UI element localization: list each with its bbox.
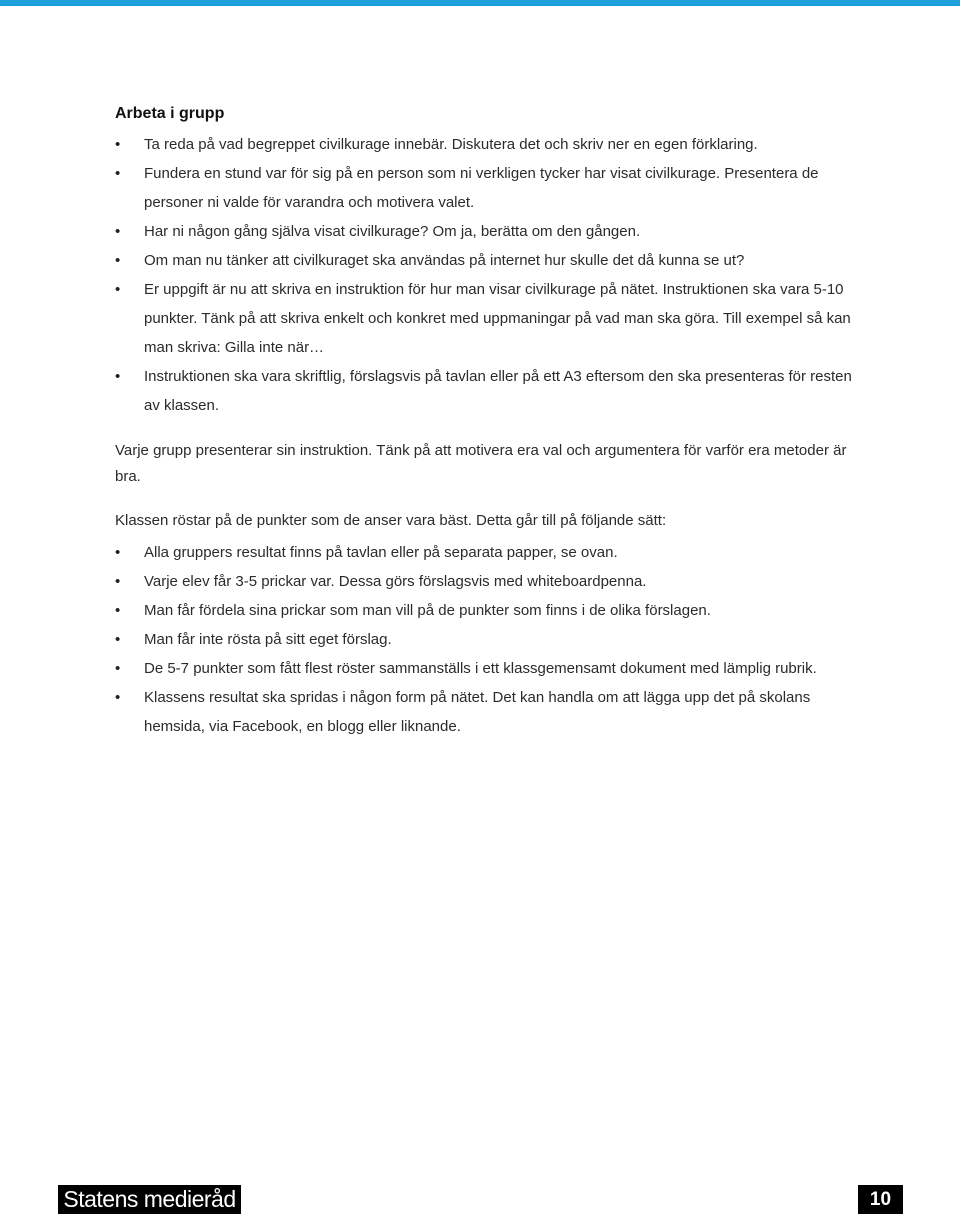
- bullet-icon: •: [115, 689, 121, 706]
- bullet-icon: •: [115, 136, 121, 153]
- list-item: [115, 596, 860, 625]
- list-item-text: Klassens resultat ska spridas i någon form på nätet. Det kan handla om att lägga upp det på skolans hemsida, via Facebook, en blogg eller liknande.: [144, 689, 811, 735]
- bullet-icon: •: [115, 660, 121, 677]
- bullet-icon: •: [115, 573, 121, 590]
- list-item-text: Varje elev får 3-5 prickar var. Dessa görs förslagsvis med whiteboardpenna.: [144, 573, 647, 590]
- list-item: [115, 683, 860, 741]
- bullet-icon: •: [115, 252, 121, 269]
- list-item-text: Instruktionen ska vara skriftlig, förslagsvis på tavlan eller på ett A3 eftersom den ska presenteras för resten av klassen.: [144, 368, 852, 414]
- voting-bullet-list: [115, 538, 860, 741]
- list-item-text: De 5-7 punkter som fått flest röster sammanställs i ett klassgemensamt dokument med lämplig rubrik.: [144, 660, 817, 677]
- list-item-text: Har ni någon gång själva visat civilkurage? Om ja, berätta om den gången.: [144, 223, 641, 240]
- bullet-icon: •: [115, 368, 121, 385]
- bullet-icon: •: [115, 223, 121, 240]
- task-bullet-list: [115, 130, 860, 420]
- list-item: [115, 246, 860, 275]
- bullet-icon: •: [115, 544, 121, 561]
- list-item: [115, 275, 860, 362]
- brand-logo: Statens medieråd: [58, 1185, 241, 1214]
- list-item-text: Ta reda på vad begreppet civilkurage innebär. Diskutera det och skriv ner en egen förklaring.: [144, 136, 758, 153]
- list-item: [115, 217, 860, 246]
- section-heading: Arbeta i grupp: [115, 105, 225, 122]
- spacer: [115, 490, 860, 508]
- list-item-text: Man får inte rösta på sitt eget förslag.: [144, 631, 392, 648]
- voting-paragraph: Klassen röstar på de punkter som de anser vara bäst. Detta går till på följande sätt:: [115, 512, 667, 529]
- bullet-icon: •: [115, 602, 121, 619]
- spacer: [115, 420, 860, 438]
- list-item: [115, 159, 860, 217]
- list-item: [115, 130, 860, 159]
- list-item-text: Man får fördela sina prickar som man vill på de punkter som finns i de olika förslagen.: [144, 602, 711, 619]
- list-item: [115, 567, 860, 596]
- list-item-text: Om man nu tänker att civilkuraget ska användas på internet hur skulle det då kunna se ut?: [144, 252, 745, 269]
- list-item: [115, 538, 860, 567]
- list-item-text: Er uppgift är nu att skriva en instruktion för hur man visar civilkurage på nätet. Instruktionen ska vara 5-10 punkter. Tänk på att skriva enkelt och konkret med uppmaningar på vad man ska göra. Till exempel så kan man skriva: Gilla inte när…: [144, 281, 851, 356]
- list-item: [115, 625, 860, 654]
- presentation-paragraph: Varje grupp presenterar sin instruktion. Tänk på att motivera era val och argumentera för varför era metoder är bra.: [115, 442, 847, 485]
- bullet-icon: •: [115, 281, 121, 298]
- list-item: [115, 654, 860, 683]
- bullet-icon: •: [115, 165, 121, 182]
- list-item-text: Fundera en stund var för sig på en person som ni verkligen tycker har visat civilkurage. Presentera de personer ni valde för varandra och motivera valet.: [144, 165, 819, 211]
- document-content: [115, 104, 860, 741]
- list-item: [115, 362, 860, 420]
- top-accent-bar: [0, 0, 960, 6]
- page-number: 10: [858, 1185, 903, 1214]
- list-item-text: Alla gruppers resultat finns på tavlan eller på separata papper, se ovan.: [144, 544, 618, 561]
- bullet-icon: •: [115, 631, 121, 648]
